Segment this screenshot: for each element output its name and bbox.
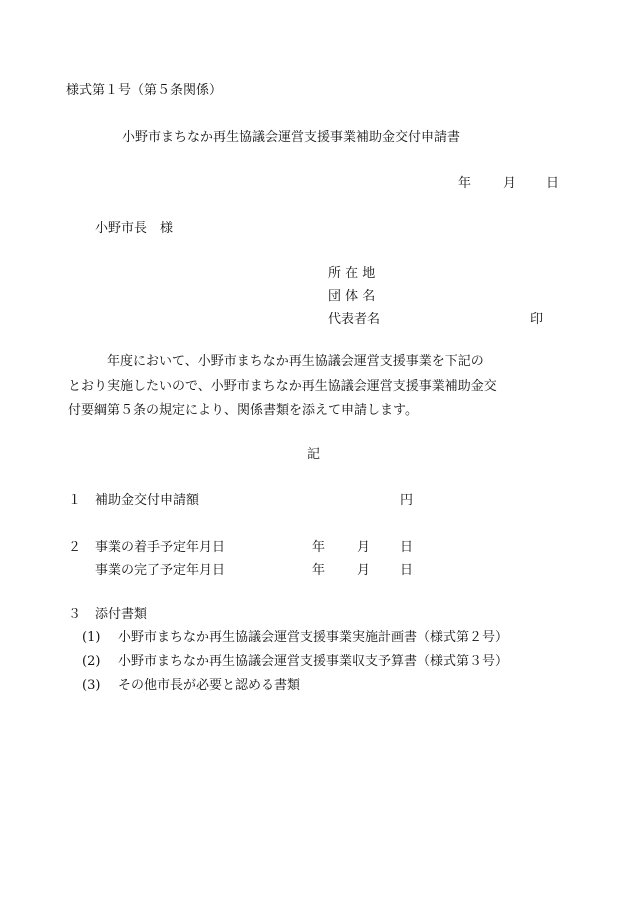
addressee: 小野市長 様	[95, 221, 174, 236]
document-title: 小野市まちなか再生協議会運営支援事業補助金交付申請書	[122, 130, 461, 145]
attachment-1-number: (1)	[82, 630, 101, 645]
end-year: 年	[312, 563, 326, 578]
item-2-number: ２	[68, 540, 82, 555]
item-1-unit: 円	[400, 493, 414, 508]
end-month: 月	[357, 563, 371, 578]
start-month: 月	[357, 540, 371, 555]
date-month: 月	[503, 176, 517, 191]
item-1-number: １	[68, 493, 82, 508]
address-label: 所 在 地	[328, 266, 376, 281]
item-1-label: 補助金交付申請額	[95, 493, 200, 508]
group-name-label: 団 体 名	[328, 289, 376, 304]
attachment-1-text: 小野市まちなか再生協議会運営支援事業実施計画書（様式第２号）	[118, 630, 509, 645]
start-date-label: 事業の着手予定年月日	[95, 540, 226, 555]
end-date-label: 事業の完了予定年月日	[95, 563, 226, 578]
attachment-3-number: (3)	[82, 678, 101, 693]
attachment-2-text: 小野市まちなか再生協議会運営支援事業収支予算書（様式第３号）	[118, 654, 509, 669]
end-day: 日	[400, 563, 414, 578]
attachment-3-text: その他市長が必要と認める書類	[118, 678, 301, 693]
ki-heading: 記	[307, 447, 321, 462]
start-day: 日	[400, 540, 414, 555]
attachments-label: 添付書類	[95, 607, 148, 622]
attachment-2-number: (2)	[82, 654, 101, 669]
form-number: 様式第１号（第５条関係）	[66, 83, 223, 98]
body-line-2: とおり実施したいので、小野市まちなか再生協議会運営支援事業補助金交	[68, 379, 497, 394]
representative-label: 代表者名	[328, 312, 381, 327]
body-line-1: 年度において、小野市まちなか再生協議会運営支援事業を下記の	[68, 354, 484, 369]
item-3-number: ３	[68, 607, 82, 622]
date-day: 日	[546, 176, 560, 191]
body-line-3: 付要綱第５条の規定により、関係書類を添えて申請します。	[68, 403, 418, 418]
start-year: 年	[312, 540, 326, 555]
date-year: 年	[458, 176, 472, 191]
seal-mark: 印	[530, 312, 544, 327]
